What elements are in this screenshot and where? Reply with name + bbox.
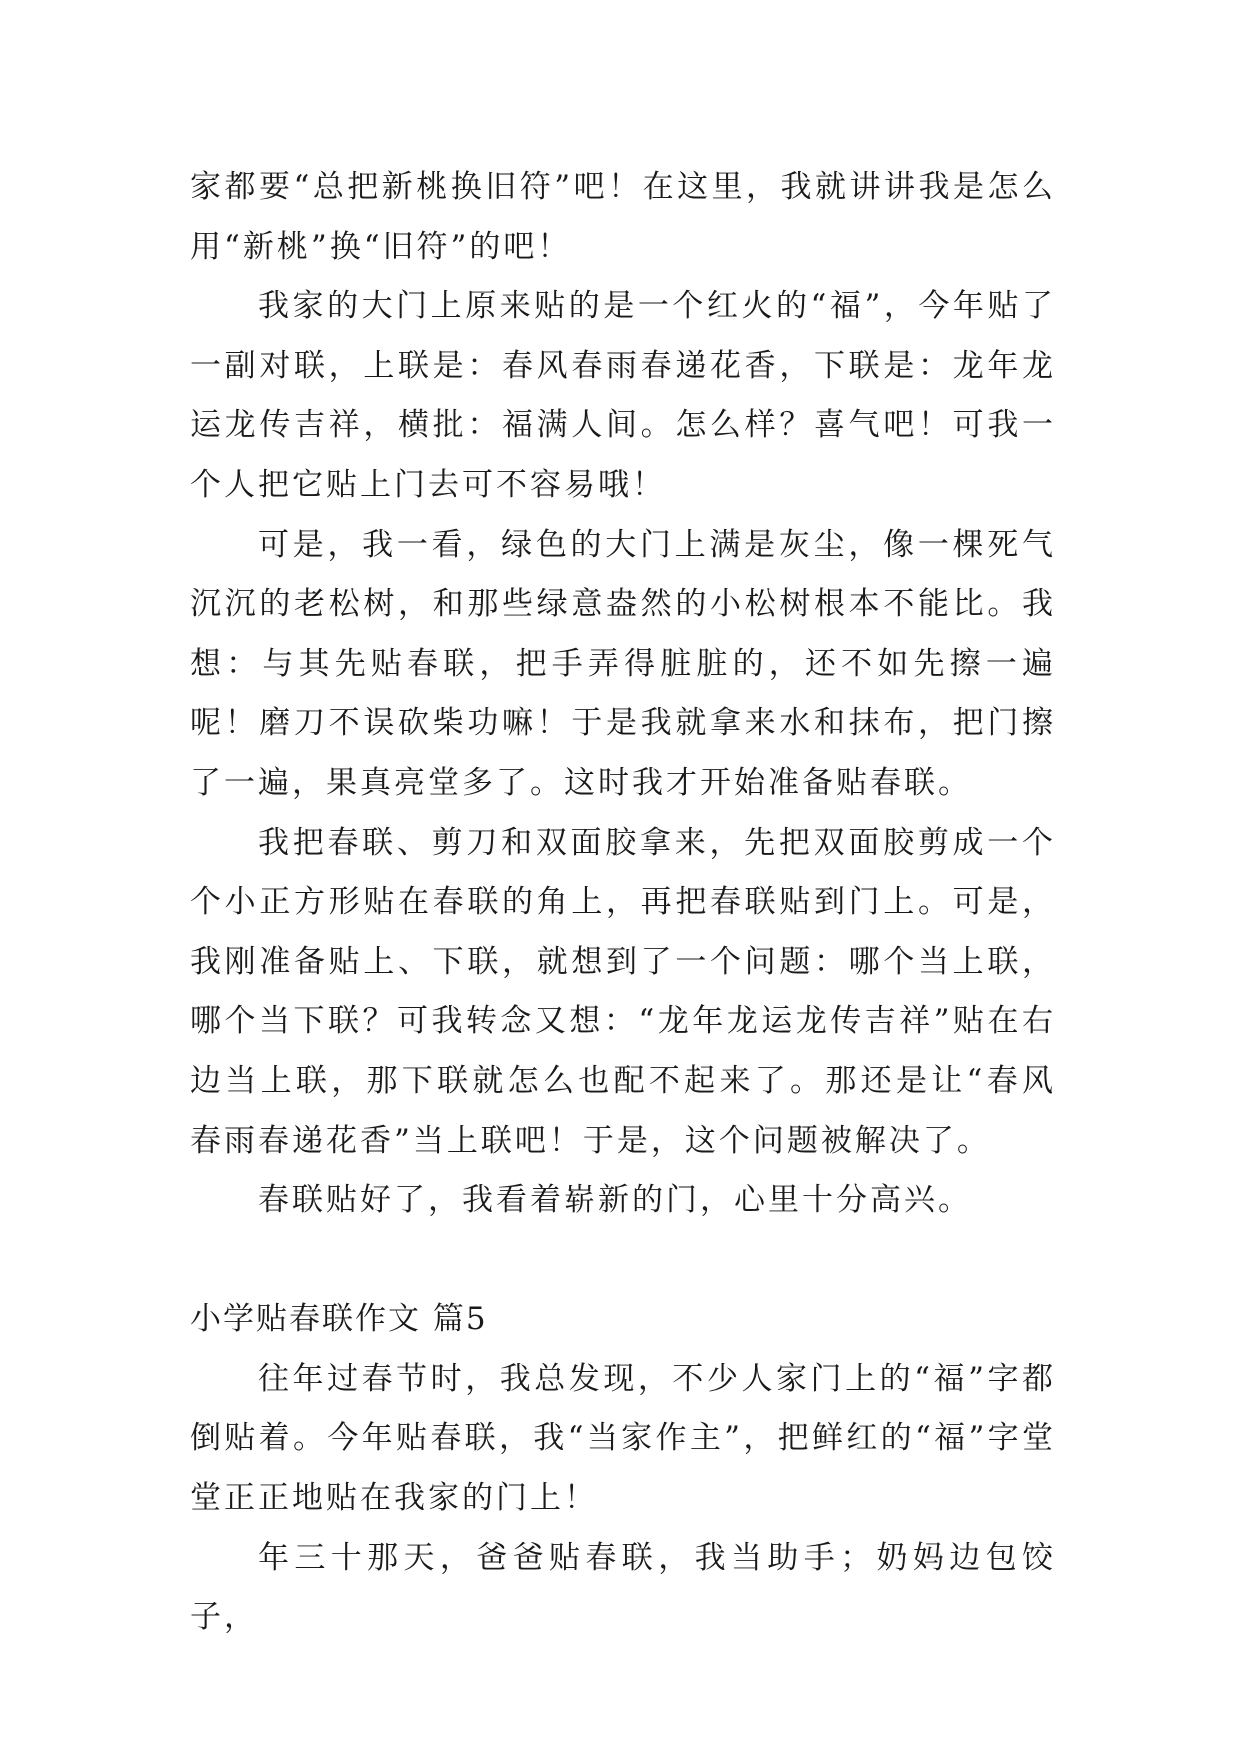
paragraph-pasting-couplet: 我把春联、剪刀和双面胶拿来，先把双面胶剪成一个个小正方形贴在春联的角上，再把春联贴到门上。可是，我刚准备贴上、下联，就想到了一个问题：哪个当上联，哪个当下联？可我转念又想：“龙年龙运龙传吉祥”贴在右边当上联，那下联就怎么也配不起来了。那还是让“春风春雨春递花香”当上联吧！于是，这个问题被解决了。 [190,824,1056,1159]
document-body [190,158,1056,1648]
paragraph-conclusion: 春联贴好了，我看着崭新的门，心里十分高兴。 [258,1182,972,1219]
section-title: 小学贴春联作文 篇5 [190,1301,488,1338]
paragraph-cleaning-door: 可是，我一看，绿色的大门上满是灰尘，像一棵死气沉沉的老松树，和那些绿意盎然的小松树根本不能比。我想：与其先贴春联，把手弄得脏脏的，还不如先擦一遍呢！磨刀不误砍柴功嘛！于是我就拿来水和抹布，把门擦了一遍，果真亮堂多了。这时我才开始准备贴春联。 [190,526,1056,801]
paragraph-new-year-eve: 年三十那天，爸爸贴春联，我当助手；奶妈边包饺子， [190,1539,1056,1636]
paragraph-continuation: 家都要“总把新桃换旧符”吧！在这里，我就讲讲我是怎么用“新桃”换“旧符”的吧！ [190,169,1056,265]
paragraph-fu-character: 往年过春节时，我总发现，不少人家门上的“福”字都倒贴着。今年贴春联，我“当家作主”，把鲜红的“福”字堂堂正正地贴在我家的门上！ [190,1360,1056,1517]
paragraph-door-couplet: 我家的大门上原来贴的是一个红火的“福”，今年贴了一副对联，上联是：春风春雨春递花香，下联是：龙年龙运龙传吉祥，横批：福满人间。怎么样？喜气吧！可我一个人把它贴上门去可不容易哦！ [190,288,1056,503]
section-spacer [190,1231,1056,1291]
